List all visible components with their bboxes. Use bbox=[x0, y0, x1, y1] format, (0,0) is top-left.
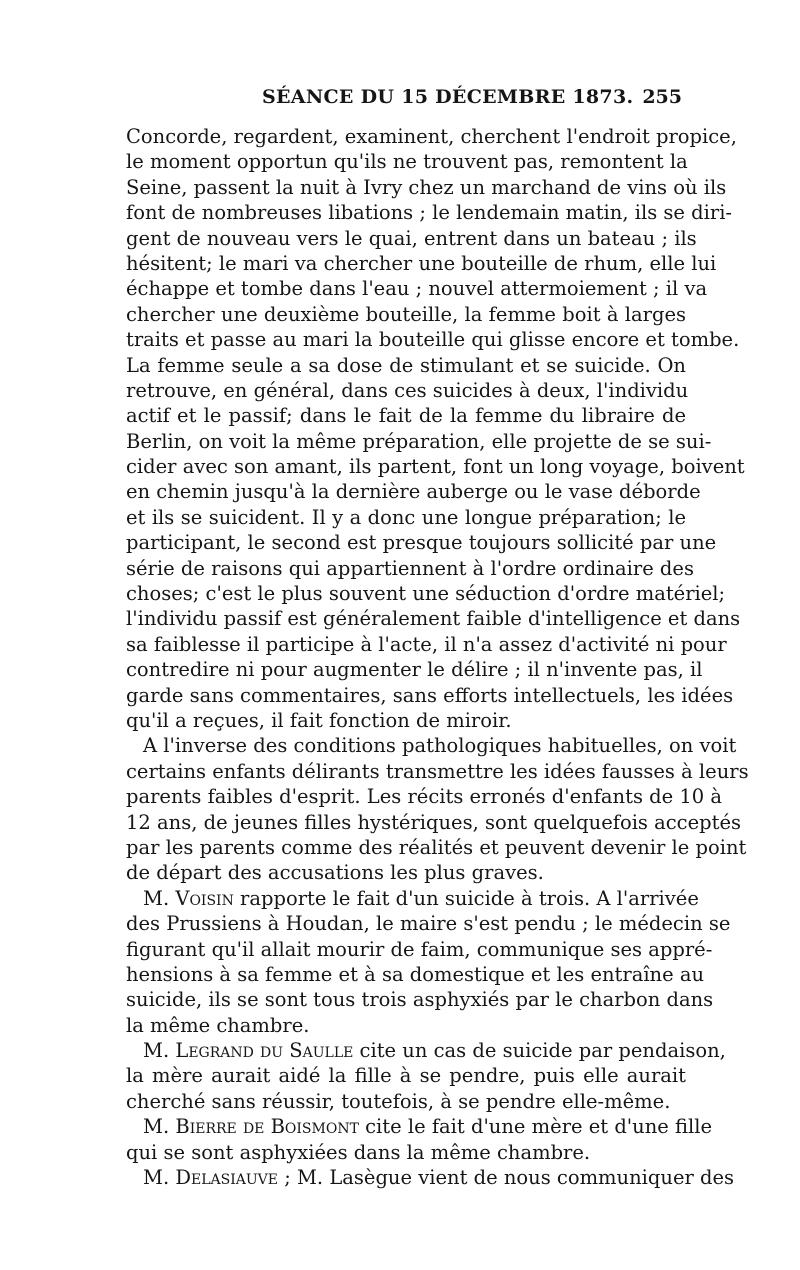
body-text bbox=[126, 124, 749, 1190]
text-line: gent de nouveau vers le quai, entrent dans un bateau ; ils bbox=[126, 226, 697, 250]
text-line: qui se sont asphyxiées dans la même chambre. bbox=[126, 1140, 591, 1164]
text-line: Concorde, regardent, examinent, cherchent l'endroit propice, bbox=[126, 125, 737, 148]
text-line: série de raisons qui appartiennent à l'ordre ordinaire des bbox=[126, 556, 694, 580]
text-line: le moment opportun qu'ils ne trouvent pas, remontent la bbox=[126, 150, 688, 174]
speaker-prefix: M. bbox=[143, 1115, 176, 1139]
text-line: parents faibles d'esprit. Les récits erronés d'enfants de 10 à bbox=[126, 785, 723, 809]
text-line: contredire ni pour augmenter le délire ; il n'invente pas, il bbox=[126, 658, 703, 682]
text-line: garde sans commentaires, sans efforts intellectuels, les idées bbox=[126, 683, 734, 707]
text-line: participant, le second est presque toujours sollicité par une bbox=[126, 531, 717, 555]
text-line bbox=[126, 1114, 713, 1139]
line-text: rapporte le fait d'un suicide à trois. A l'arrivée bbox=[233, 886, 699, 910]
text-line: retrouve, en général, dans ces suicides à deux, l'individu bbox=[126, 378, 689, 402]
text-line: des Prussiens à Houdan, le maire s'est pendu ; le médecin se bbox=[126, 912, 731, 936]
speaker-name: Bierre de Boismont bbox=[175, 1115, 359, 1139]
paragraph bbox=[126, 124, 745, 733]
speaker-prefix: M. bbox=[143, 1039, 176, 1063]
text-line: figurant qu'il allait mourir de faim, communique ses appré- bbox=[126, 937, 713, 961]
paragraph bbox=[126, 1114, 713, 1165]
text-line: sa faiblesse il participe à l'acte, il n'a assez d'activité ni pour bbox=[126, 632, 727, 656]
paragraph bbox=[126, 1038, 726, 1114]
speaker-name: Voisin bbox=[175, 886, 234, 910]
text-line: hensions à sa femme et à sa domestique et les entraîne au bbox=[126, 962, 705, 986]
text-line: en chemin jusqu'à la dernière auberge ou le vase déborde bbox=[126, 480, 701, 504]
text-line: suicide, ils se sont tous trois asphyxiés par le charbon dans bbox=[126, 988, 714, 1012]
text-line: cider avec son amant, ils partent, font un long voyage, boivent bbox=[126, 455, 745, 479]
text-line: font de nombreuses libations ; le lendemain matin, ils se diri- bbox=[126, 201, 733, 225]
running-title: SÉANCE DU 15 DÉCEMBRE 1873. bbox=[262, 86, 634, 108]
text-line: qu'il a reçues, il fait fonction de miroir. bbox=[126, 708, 512, 732]
paragraph bbox=[126, 1165, 735, 1190]
paragraph bbox=[126, 733, 749, 885]
text-line: de départ des accusations les plus graves. bbox=[126, 861, 544, 885]
text-line: par les parents comme des réalités et peuvent devenir le point bbox=[126, 835, 747, 859]
line-text: cite le fait d'une mère et d'une fille bbox=[358, 1115, 713, 1139]
speaker-name: Delasiauve bbox=[175, 1166, 278, 1190]
text-line: traits et passe au mari la bouteille qui glisse encore et tombe. bbox=[126, 328, 740, 352]
running-header bbox=[262, 86, 682, 116]
line-text: ; M. Lasègue vient de nous communiquer des bbox=[278, 1166, 735, 1190]
text-line: Berlin, on voit la même préparation, elle projette de se sui- bbox=[126, 429, 712, 453]
text-line: l'individu passif est généralement faible d'intelligence et dans bbox=[126, 607, 741, 631]
speaker-prefix: M. bbox=[143, 1166, 176, 1190]
text-line: choses; c'est le plus souvent une séduction d'ordre matériel; bbox=[126, 582, 726, 606]
text-line: et ils se suicident. Il y a donc une longue préparation; le bbox=[126, 505, 686, 529]
line-text: cite un cas de suicide par pendaison, bbox=[353, 1039, 726, 1063]
text-line: certains enfants délirants transmettre les idées fausses à leurs bbox=[126, 759, 749, 783]
text-line: chercher une deuxième bouteille, la femme boit à larges bbox=[126, 302, 686, 326]
text-line: Seine, passent la nuit à Ivry chez un marchand de vins où ils bbox=[126, 175, 727, 199]
text-line bbox=[126, 1165, 735, 1190]
text-line: la mère aurait aidé la fille à se pendre, puis elle aurait bbox=[126, 1064, 686, 1088]
text-line: A l'inverse des conditions pathologiques habituelles, on voit bbox=[143, 734, 737, 758]
speaker-prefix: M. bbox=[143, 886, 176, 910]
text-line: la même chambre. bbox=[126, 1013, 310, 1037]
page-number: 255 bbox=[642, 86, 682, 108]
paragraph bbox=[126, 886, 731, 1038]
text-line: échappe et tombe dans l'eau ; nouvel attermoiement ; il va bbox=[126, 277, 708, 301]
text-line bbox=[126, 1038, 726, 1063]
text-line bbox=[126, 886, 699, 911]
speaker-name: Legrand du Saulle bbox=[175, 1039, 354, 1063]
text-line: 12 ans, de jeunes filles hystériques, sont quelquefois acceptés bbox=[126, 810, 742, 834]
text-line: hésitent; le mari va chercher une bouteille de rhum, elle lui bbox=[126, 251, 717, 275]
text-line: actif et le passif; dans le fait de la femme du libraire de bbox=[126, 404, 686, 428]
text-line: La femme seule a sa dose de stimulant et se suicide. On bbox=[126, 353, 686, 377]
text-line: cherché sans réussir, toutefois, à se pendre elle-même. bbox=[126, 1089, 671, 1113]
